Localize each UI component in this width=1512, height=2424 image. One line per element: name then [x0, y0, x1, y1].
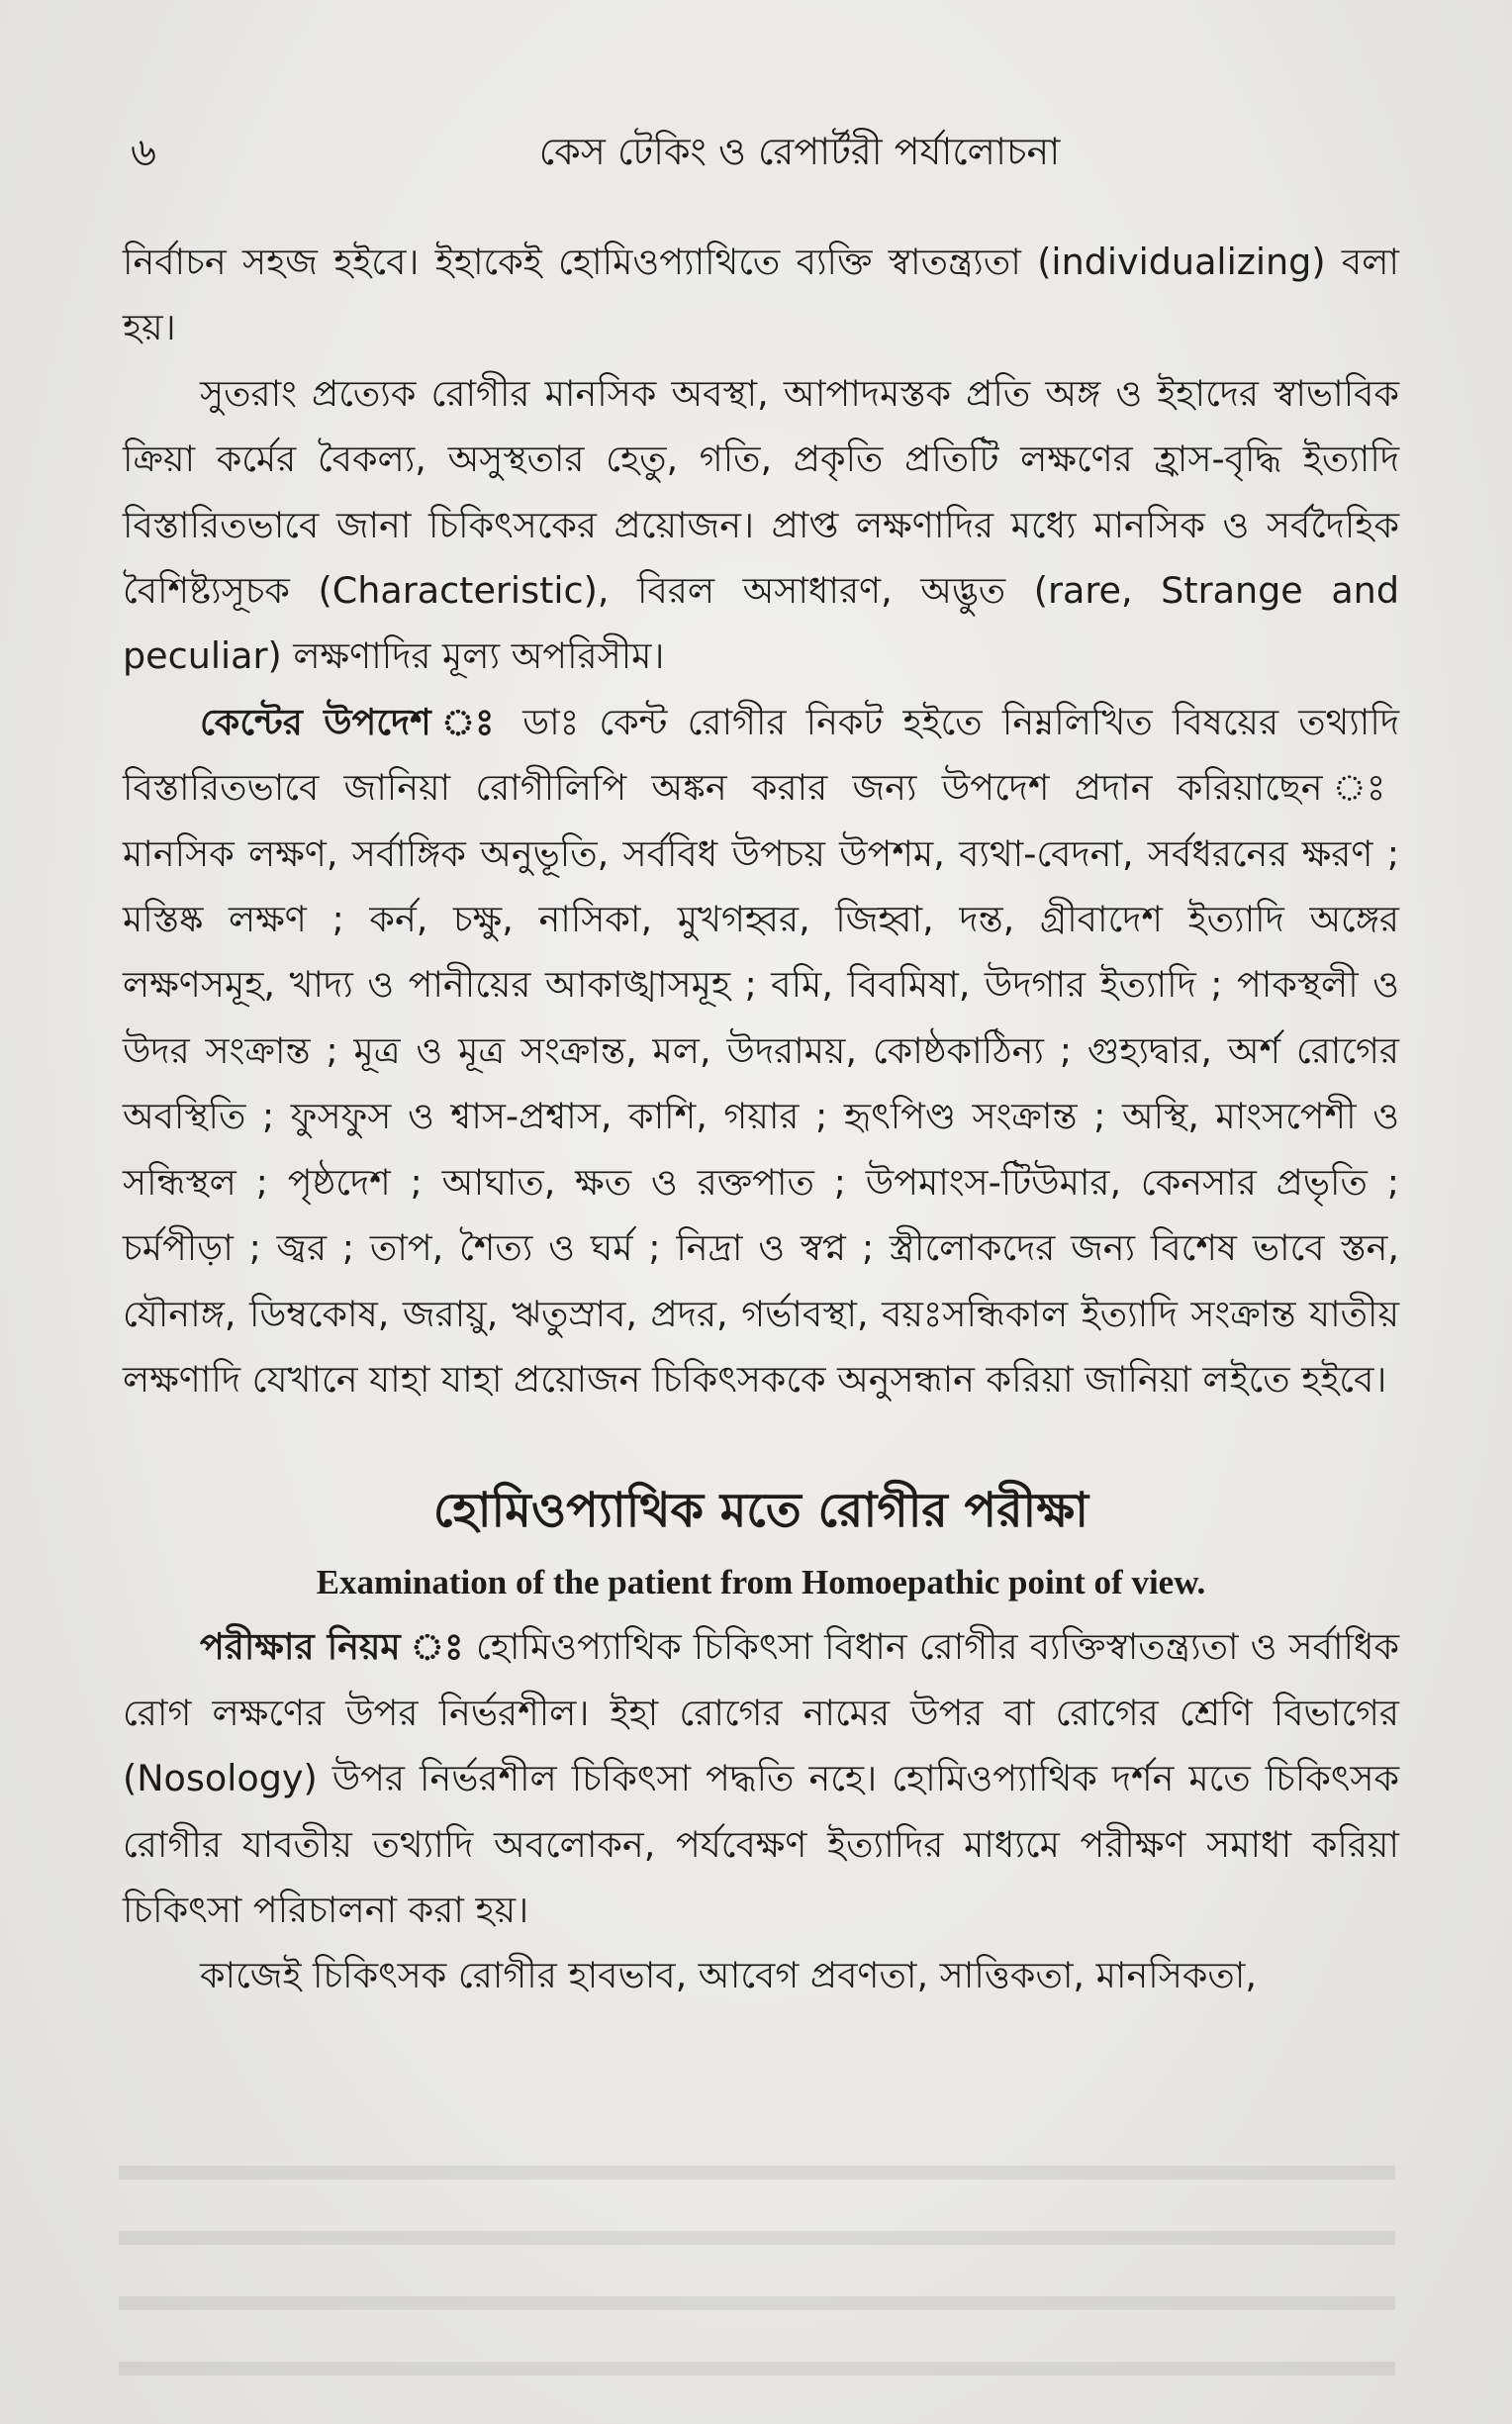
- paragraph-kent-advice: [123, 690, 1399, 1412]
- paragraph-physician-observation: কাজেই চিকিৎসক রোগীর হাবভাব, আবেগ প্রবণতা, সাত্তিকতা, মানসিকতা,: [200, 1954, 1257, 1997]
- paragraph-symptoms-importance: সুতরাং প্রত্যেক রোগীর মানসিক অবস্থা, আপাদমস্তক প্রতি অঙ্গ ও ইহাদের স্বাভাবিক ক্রিয়া কর্মের বৈকল্য, অসুস্থতার হেতু, গতি, প্রকৃতি প্রতিটি লক্ষণের হ্রাস-বৃদ্ধি ইত্যাদি বিস্তারিতভাবে জানা চিকিৎসকের প্রয়োজন। প্রাপ্ত লক্ষণাদির মধ্যে মানসিক ও সর্বদৈহিক বৈশিষ্ট্যসূচক (Characteristic), বিরল অসাধারণ, অদ্ভুত (rare, Strange and peculiar) লক্ষণাদির মূল্য অপরিসীম।: [123, 371, 1399, 678]
- page-number: ৬: [131, 130, 157, 175]
- body-text: [123, 230, 1399, 2009]
- examination-rule-lead: পরীক্ষার নিয়ম ঃ: [200, 1625, 464, 1669]
- running-title: কেস টেকিং ও রেপার্টরী পর্যালোচনা: [538, 130, 1061, 173]
- show-through-texture: [119, 2128, 1395, 2395]
- paragraph-examination-rule: [123, 1614, 1399, 1943]
- page-header: [117, 117, 1423, 176]
- examination-rule-text: হোমিওপ্যাথিক চিকিৎসা বিধান রোগীর ব্যক্তিস্বাতন্ত্র্যতা ও সর্বাধিক রোগ লক্ষণের উপর নির্ভরশীল। ইহা রোগের নামের উপর বা রোগের শ্রেণি বিভাগের (Nosology) উপর নির্ভরশীল চিকিৎসা পদ্ধতি নহে। হোমিওপ্যাথিক দর্শন মতে চিকিৎসক রোগীর যাবতীয় তথ্যাদি অবলোকন, পর্যবেক্ষণ ইত্যাদির মাধ্যমে পরীক্ষণ সমাধা করিয়া চিকিৎসা পরিচালনা করা হয়।: [123, 1625, 1399, 1931]
- kent-advice-lead: কেন্টের উপদেশ ঃ: [200, 700, 504, 743]
- section-subheading: Examination of the patient from Homoepathic point of view.: [316, 1563, 1206, 1602]
- paragraph-individualizing: নির্বাচন সহজ হইবে। ইহাকেই হোমিওপ্যাথিতে ব্যক্তি স্বাতন্ত্র্যতা (individualizing) বলা হয়।: [123, 241, 1399, 349]
- kent-advice-text: ডাঃ কেন্ট রোগীর নিকট হইতে নিম্নলিখিত বিষয়ের তথ্যাদি বিস্তারিতভাবে জানিয়া রোগীলিপি অঙ্কন করার জন্য উপদেশ প্রদান করিয়াছেন ঃ মানসিক লক্ষণ, সর্বাঙ্গিক অনুভূতি, সর্ববিধ উপচয় উপশম, ব্যথা-বেদনা, সর্বধরনের ক্ষরণ ; মস্তিষ্ক লক্ষণ ; কর্ন, চক্ষু, নাসিকা, মুখগহ্বর, জিহ্বা, দন্ত, গ্রীবাদেশ ইত্যাদি অঙ্গের লক্ষণসমূহ, খাদ্য ও পানীয়ের আকাঙ্খাসমূহ ; বমি, বিবমিষা, উদগার ইত্যাদি ; পাকস্থলী ও উদর সংক্রান্ত ; মূত্র ও মূত্র সংক্রান্ত, মল, উদরাময়, কোষ্ঠকাঠিন্য ; গুহ্যদ্বার, অর্শ রোগের অবস্থিতি ; ফুসফুস ও শ্বাস-প্রশ্বাস, কাশি, গয়ার ; হৃৎপিণ্ড সংক্রান্ত ; অস্থি, মাংসপেশী ও সন্ধিস্থল ; পৃষ্ঠদেশ ; আঘাত, ক্ষত ও রক্তপাত ; উপমাংস-টিউমার, কেনসার প্রভৃতি ; চর্মপীড়া ; জ্বর ; তাপ, শৈত্য ও ঘর্ম ; নিদ্রা ও স্বপ্ন ; স্ত্রীলোকদের জন্য বিশেষ ভাবে স্তন, যৌনাঙ্গ, ডিম্বকোষ, জরায়ু, ঋতুস্রাব, প্রদর, গর্ভাবস্থা, বয়ঃসন্ধিকাল ইত্যাদি সংক্রান্ত যাতীয় লক্ষণাদি যেখানে যাহা যাহা প্রয়োজন চিকিৎসককে অনুসন্ধান করিয়া জানিয়া লইতে হইবে।: [123, 700, 1400, 1401]
- section-heading: হোমিওপ্যাথিক মতে রোগীর পরীক্ষা: [432, 1483, 1089, 1539]
